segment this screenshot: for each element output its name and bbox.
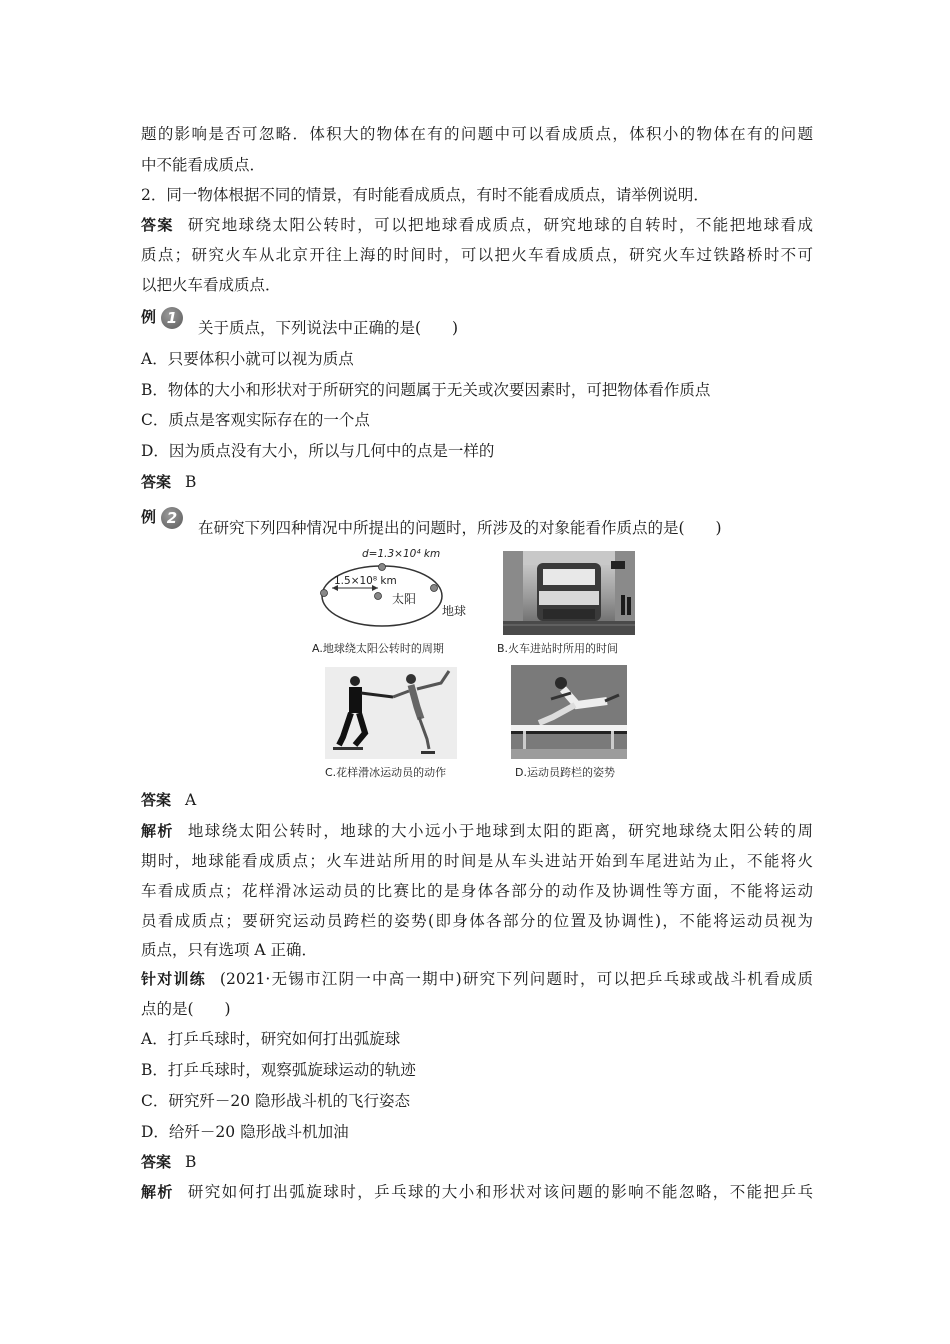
distance-label: 1.5×10⁸ km: [334, 575, 397, 587]
example-2-stem: 在研究下列四种情况中所提出的问题时，所涉及的对象能看作质点的是( ): [198, 519, 722, 537]
train-photo: [503, 551, 635, 635]
answer-label: 答案: [141, 791, 172, 809]
analysis-label: 解析: [141, 822, 174, 840]
hurdle-photo: [511, 665, 627, 759]
analysis-line-1: [141, 821, 813, 841]
earth-diameter-label: d=1.3×10⁴ km: [362, 548, 441, 560]
practice-option-d: D．给歼－20 隐形战斗机加油: [141, 1123, 349, 1141]
answer-line-3: 以把火车看成质点．: [141, 276, 281, 294]
practice-stem-text-1: (2021·无锡市江阴一中高一期中)研究下列问题时，可以把乒乓球或战斗机看成质: [219, 970, 813, 988]
analysis-label: 解析: [141, 1183, 174, 1201]
earth-dot: [321, 590, 328, 597]
question-2: 2．同一物体根据不同的情景，有时能看成质点，有时不能看成质点，请举例说明．: [141, 186, 709, 204]
sun-label: 太阳: [392, 592, 417, 606]
practice-label: 针对训练: [141, 970, 206, 988]
earth-dot: [431, 585, 438, 592]
figure-d-caption: D.运动员跨栏的姿势: [515, 766, 615, 779]
train-illustration: [503, 551, 635, 635]
practice-option-b: B．打乒乓球时，观察弧旋球运动的轨迹: [141, 1061, 416, 1079]
answer-value: B: [185, 473, 197, 491]
analysis-line-5: 质点，只有选项 A 正确．: [141, 941, 318, 959]
example-number: 2: [161, 507, 183, 529]
answer-label: 答案: [141, 216, 174, 234]
practice-stem-line-2: 点的是( ): [141, 1000, 231, 1018]
example-label: 例: [141, 508, 157, 526]
practice-stem-line-1: [141, 969, 813, 989]
analysis-line-3: 车看成质点；花样滑冰运动员的比赛比的是身体各部分的动作及协调性等方面，不能将运动: [141, 882, 813, 900]
sun-dot: [375, 593, 382, 600]
example-1-answer: [141, 472, 813, 492]
example-2-badge: [141, 506, 191, 530]
analysis-text-1: 研究如何打出弧旋球时，乒乓球的大小和形状对该问题的影响不能忽略，不能把乒乓: [187, 1183, 813, 1201]
answer-line-2: 质点；研究火车从北京开往上海的时间时，可以把火车看成质点，研究火车过铁路桥时不可: [141, 246, 813, 264]
skating-photo: [325, 667, 457, 759]
answer-label: 答案: [141, 1153, 172, 1171]
example-1-badge: [141, 306, 191, 330]
answer-text-1: 研究地球绕太阳公转时，可以把地球看成质点，研究地球的自转时，不能把地球看成: [187, 216, 813, 234]
analysis-text-1: 地球绕太阳公转时，地球的大小远小于地球到太阳的距离，研究地球绕太阳公转的周: [187, 822, 813, 840]
analysis-line-4: 员看成质点；要研究运动员跨栏的姿势(即身体各部分的位置及协调性)，不能将运动员视为: [141, 912, 813, 930]
practice-answer: [141, 1152, 813, 1172]
orbit-diagram: [312, 548, 482, 640]
hurdle-illustration: [511, 665, 627, 759]
intro-line-2: 中不能看成质点．: [141, 156, 266, 174]
figure-c-caption: C.花样滑冰运动员的动作: [325, 766, 447, 779]
example-2-answer: [141, 790, 813, 810]
earth-dot: [379, 564, 386, 571]
skating-illustration: [325, 667, 457, 759]
example-1-option-a: A．只要体积小就可以视为质点: [141, 350, 354, 368]
answer-value: B: [185, 1153, 197, 1171]
example-1-option-b: B．物体的大小和形状对于所研究的问题属于无关或次要因素时，可把物体看作质点: [141, 381, 711, 399]
practice-analysis-line-1: [141, 1182, 813, 1202]
practice-option-a: A．打乒乓球时，研究如何打出弧旋球: [141, 1030, 401, 1048]
figure-a-caption: A.地球绕太阳公转时的周期: [312, 642, 444, 655]
analysis-line-2: 期时，地球能看成质点；火车进站所用的时间是从车头进站开始到车尾进站为止，不能将火: [141, 852, 813, 870]
figure-b-caption: B.火车进站时所用的时间: [497, 642, 619, 655]
example-label: 例: [141, 308, 157, 326]
example-1-option-d: D．因为质点没有大小，所以与几何中的点是一样的: [141, 442, 495, 460]
practice-option-c: C．研究歼－20 隐形战斗机的飞行姿态: [141, 1092, 411, 1110]
example-1-stem: 关于质点，下列说法中正确的是( ): [198, 319, 459, 337]
intro-line-1: 题的影响是否可忽略．体积大的物体在有的问题中可以看成质点，体积小的物体在有的问题: [141, 125, 813, 143]
answer-value: A: [185, 791, 197, 809]
example-1-option-c: C．质点是客观实际存在的一个点: [141, 411, 370, 429]
example-number: 1: [161, 307, 183, 329]
earth-label: 地球: [442, 604, 467, 618]
answer-line-1: [141, 215, 813, 235]
answer-label: 答案: [141, 473, 172, 491]
